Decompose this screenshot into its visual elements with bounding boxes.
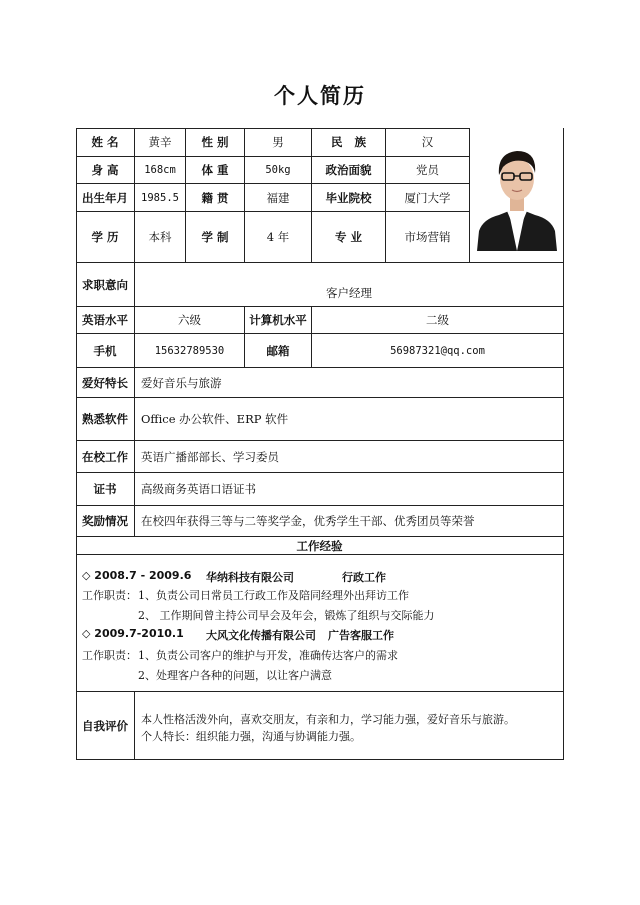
name-value: 黄辛 [135,128,186,157]
name-label: 姓 名 [76,128,135,157]
self-eval-content [135,692,564,760]
politics-label: 政治面貌 [312,157,386,184]
job1-company: 华纳科技有限公司 [206,571,294,584]
photo-cell [470,128,564,263]
job1-position: 行政工作 [342,571,386,584]
job2-duty-2: 2、处理客户各种的问题，以让客户满意 [138,669,332,682]
email-label: 邮箱 [245,334,312,368]
edu-label: 学 历 [76,212,135,263]
job-intent-value: 客户经理 [135,263,564,307]
computer-value: 二级 [312,307,564,334]
computer-label: 计算机水平 [245,307,312,334]
self-eval-line-1: 本人性格活泼外向，喜欢交朋友，有亲和力，学习能力强，爱好音乐与旅游。 [141,713,515,726]
awards-value: 在校四年获得三等与二等奖学金，优秀学生干部、优秀团员等荣誉 [135,506,564,537]
phone-label: 手机 [76,334,135,368]
portrait-photo-icon [475,139,559,251]
cert-label: 证书 [76,473,135,506]
weight-value: 50kg [245,157,312,184]
weight-label: 体 重 [186,157,245,184]
job2-period: ◇ 2009.7-2010.1 [82,627,184,640]
job2-company: 大风文化传播有限公司 [206,629,316,642]
work-section [76,555,564,692]
ethnic-value: 汉 [386,128,470,157]
birth-value: 1985.5 [135,184,186,212]
software-value: Office 办公软件、ERP 软件 [135,398,564,441]
system-value: 4 年 [245,212,312,263]
page-title: 个人简历 [274,83,366,108]
email-value: 56987321@qq.com [312,334,564,368]
job-intent-label: 求职意向 [76,263,135,307]
campus-value: 英语广播部部长、学习委员 [135,441,564,473]
edu-value: 本科 [135,212,186,263]
phone-value: 15632789530 [135,334,245,368]
work-header: 工作经验 [76,537,564,555]
job2-duty-label: 工作职责： [82,649,137,662]
birth-label: 出生年月 [76,184,135,212]
gender-label: 性 别 [186,128,245,157]
hobby-label: 爱好特长 [76,368,135,398]
campus-label: 在校工作 [76,441,135,473]
resume-table [76,128,564,760]
hobby-value: 爱好音乐与旅游 [135,368,564,398]
job1-duty-1: 1、负责公司日常员工行政工作及陪同经理外出拜访工作 [138,589,409,602]
awards-label: 奖励情况 [76,506,135,537]
self-eval-label: 自我评价 [76,692,135,760]
school-label: 毕业院校 [312,184,386,212]
job2-duty-1: 1、负责公司客户的维护与开发，准确传达客户的需求 [138,649,398,662]
school-value: 厦门大学 [386,184,470,212]
job1-period: ◇ 2008.7 - 2009.6 [82,569,192,582]
system-label: 学 制 [186,212,245,263]
job1-duty-label: 工作职责： [82,589,137,602]
job1-duty-2: 2、 工作期间曾主持公司早会及年会，锻炼了组织与交际能力 [138,609,435,622]
software-label: 熟悉软件 [76,398,135,441]
major-label: 专 业 [312,212,386,263]
gender-value: 男 [245,128,312,157]
politics-value: 党员 [386,157,470,184]
major-value: 市场营销 [386,212,470,263]
english-label: 英语水平 [76,307,135,334]
cert-value: 高级商务英语口语证书 [135,473,564,506]
job2-position: 广告客服工作 [328,629,394,642]
self-eval-line-2: 个人特长：组织能力强，沟通与协调能力强。 [141,730,361,743]
native-value: 福建 [245,184,312,212]
height-label: 身 高 [76,157,135,184]
ethnic-label: 民 族 [312,128,386,157]
height-value: 168cm [135,157,186,184]
english-value: 六级 [135,307,245,334]
native-label: 籍 贯 [186,184,245,212]
